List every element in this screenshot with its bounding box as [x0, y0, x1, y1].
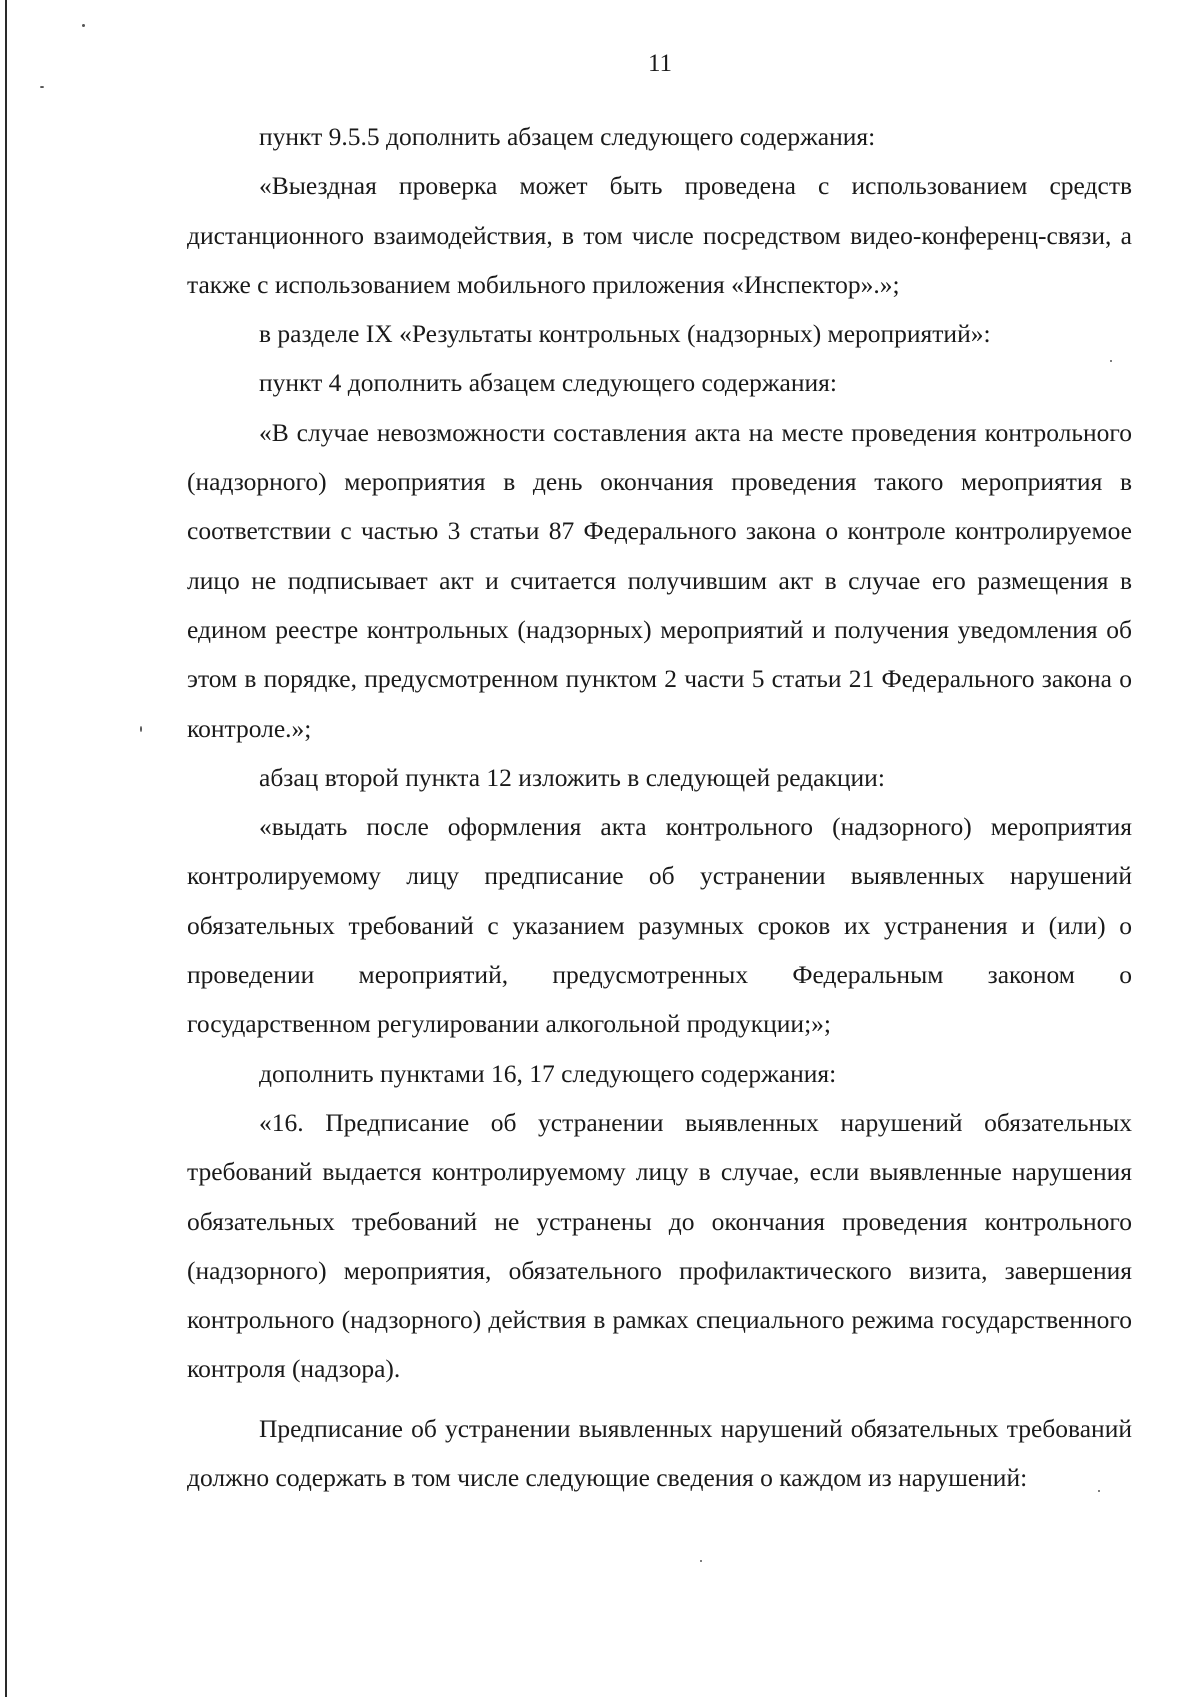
paragraph-5: «В случае невозможности составления акта на месте проведения контрольного (надзорного) мероприятия в день окончания проведения такого мероприятия в соответствии с частью 3 статьи 87 Федерального закона о контроле контролируемое лицо не подписывает акт и считается получившим акт в случае его размещения в едином реестре контрольных (надзорных) мероприятий и получения уведомления об этом в порядке, предусмотренном пунктом 2 части 5 статьи 21 Федерального закона о контроле.»; [187, 417, 1132, 743]
paragraph-1: пункт 9.5.5 дополнить абзацем следующего содержания: [259, 122, 876, 151]
paragraph-8: дополнить пунктами 16, 17 следующего содержания: [259, 1058, 837, 1088]
page-number: 11 [647, 50, 673, 77]
paragraph-6: абзац второй пункта 12 изложить в следующей редакции: [259, 762, 885, 792]
scan-speck [140, 726, 142, 732]
paragraph-9: «16. Предписание об устранении выявленных нарушений обязательных требований выдается контролируемому лицу в случае, если выявленные нарушения обязательных требований не устранены до окончания проведения контрольного (надзорного) мероприятия, обязательного профилактического визита, завершения контрольного (надзорного) действия в рамках специального режима государственного контроля (надзора). [187, 1107, 1132, 1384]
scan-speck [82, 24, 85, 27]
scan-left-edge [5, 0, 7, 1697]
scan-speck [1110, 360, 1112, 362]
scan-speck [1098, 1490, 1100, 1492]
scan-speck [700, 1560, 702, 1562]
paragraph-4: пункт 4 дополнить абзацем следующего содержания: [259, 368, 837, 398]
paragraph-2: «Выездная проверка может быть проведена с использованием средств дистанционного взаимодействия, в том числе посредством видео-конференц-связи, а также с использованием мобильного приложения «Инспектор».»; [187, 171, 1132, 299]
scan-speck [40, 86, 44, 88]
document-body [187, 112, 1132, 1502]
paragraph-7: «выдать после оформления акта контрольного (надзорного) мероприятия контролируемому лицу предписание об устранении выявленных нарушений обязательных требований с указанием разумных сроков их устранения и (или) о проведении мероприятий, предусмотренных Федеральным законом о государственном регулировании алкогольной продукции;»; [187, 812, 1132, 1039]
paragraph-10: Предписание об устранении выявленных нарушений обязательных требований должно содержать в том числе следующие сведения о каждом из нарушений: [187, 1413, 1132, 1493]
paragraph-3: в разделе IX «Результаты контрольных (надзорных) мероприятий»: [259, 319, 991, 349]
